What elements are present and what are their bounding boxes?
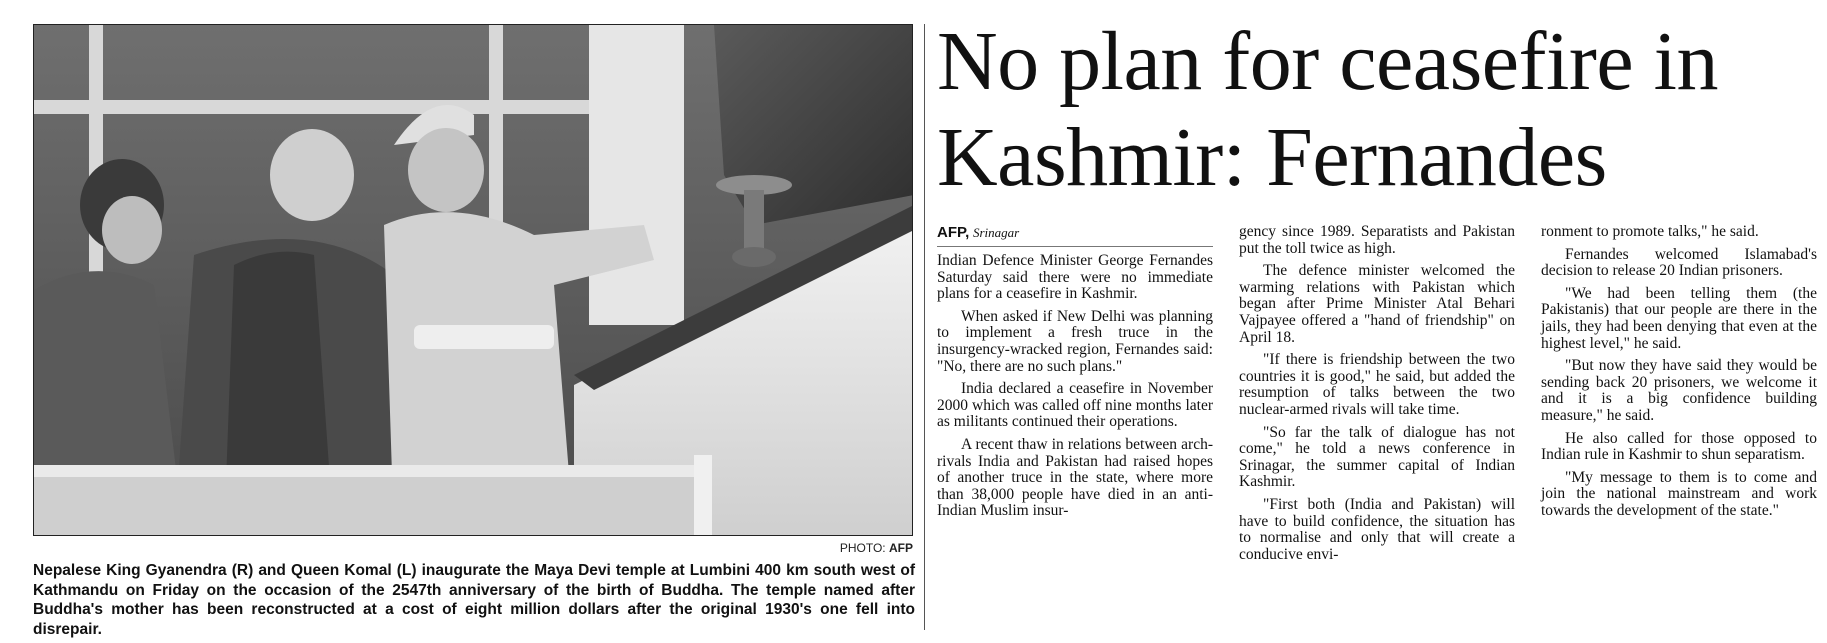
paragraph: "If there is friendship between the two countries it is good," he said, but added the resumption of talks between the two nuclear-armed rivals will take time. [1239, 351, 1515, 418]
photo-caption: Nepalese King Gyanendra (R) and Queen Komal (L) inaugurate the Maya Devi temple at Lumbini 400 km south west of Kathmandu on Friday on the occasion of the 2547th anniversary of the birth of Buddha. The temple named after Buddha's mother has been reconstructed at a cost of eight million dollars after the original 1930's one fell into disrepair. [33, 562, 915, 638]
byline [937, 224, 1213, 247]
paragraph: "We had been telling them (the Pakistanis) that our people are there in the jails, they had been denying that even at the highest level," he said. [1541, 284, 1817, 352]
paragraph: ronment to promote talks," he said. [1541, 223, 1759, 240]
paragraph: "So far the talk of dialogue has not come," he told a news conference in Srinagar, the summer capital of Indian Kashmir. [1239, 423, 1515, 491]
paragraph: When asked if New Delhi was planning to implement a fresh truce in the insurgency-wracked region, Fernandes said: "No, there are no such plans." [937, 307, 1213, 375]
paragraph: Fernandes welcomed Islamabad's decision to release 20 Indian prisoners. [1541, 245, 1817, 280]
paragraph: "My message to them is to come and join the national mainstream and work towards the development of the state." [1541, 468, 1817, 519]
temple-inauguration-photo [34, 25, 913, 536]
news-photo [33, 24, 913, 536]
article-headline: No plan for ceasefire in Kashmir: Fernandes [937, 15, 1718, 204]
paragraph: "But now they have said they would be sending back 20 prisoners, we welcome it and it is a big confidence building measure," he said. [1541, 357, 1817, 424]
paragraph: The defence minister welcomed the warming relations with Pakistan which began after Prime Minister Atal Behari Vajpayee offered a "hand of friendship" on April 18. [1239, 262, 1515, 346]
column-divider [924, 24, 925, 630]
photo-credit: PHOTO: AFP [839, 541, 913, 555]
paragraph: A recent thaw in relations between arch-rivals India and Pakistan had raised hopes of another truce in the state, where more than 38,000 people have died in an anti-Indian Muslim insur- [937, 435, 1213, 520]
paragraph: India declared a ceasefire in November 2000 which was called off nine months later as militants continued their operations. [937, 380, 1213, 431]
paragraph: Indian Defence Minister George Fernandes Saturday said there were no immediate plans for a ceasefire in Kashmir. [937, 252, 1213, 303]
paragraph: gency since 1989. Separatists and Pakistan put the toll twice as high. [1239, 223, 1515, 257]
article-column-3 [1541, 224, 1817, 526]
paragraph: He also called for those opposed to Indian rule in Kashmir to shun separatism. [1541, 429, 1817, 464]
byline-place: Srinagar [972, 225, 1020, 240]
byline-agency: AFP, [937, 224, 970, 241]
article-column-2 [1239, 224, 1515, 569]
paragraph: "First both (India and Pakistan) will have to build confidence, the situation has to normalise and only that will create a conducive envi- [1239, 495, 1515, 563]
article-column-1 [937, 224, 1213, 526]
